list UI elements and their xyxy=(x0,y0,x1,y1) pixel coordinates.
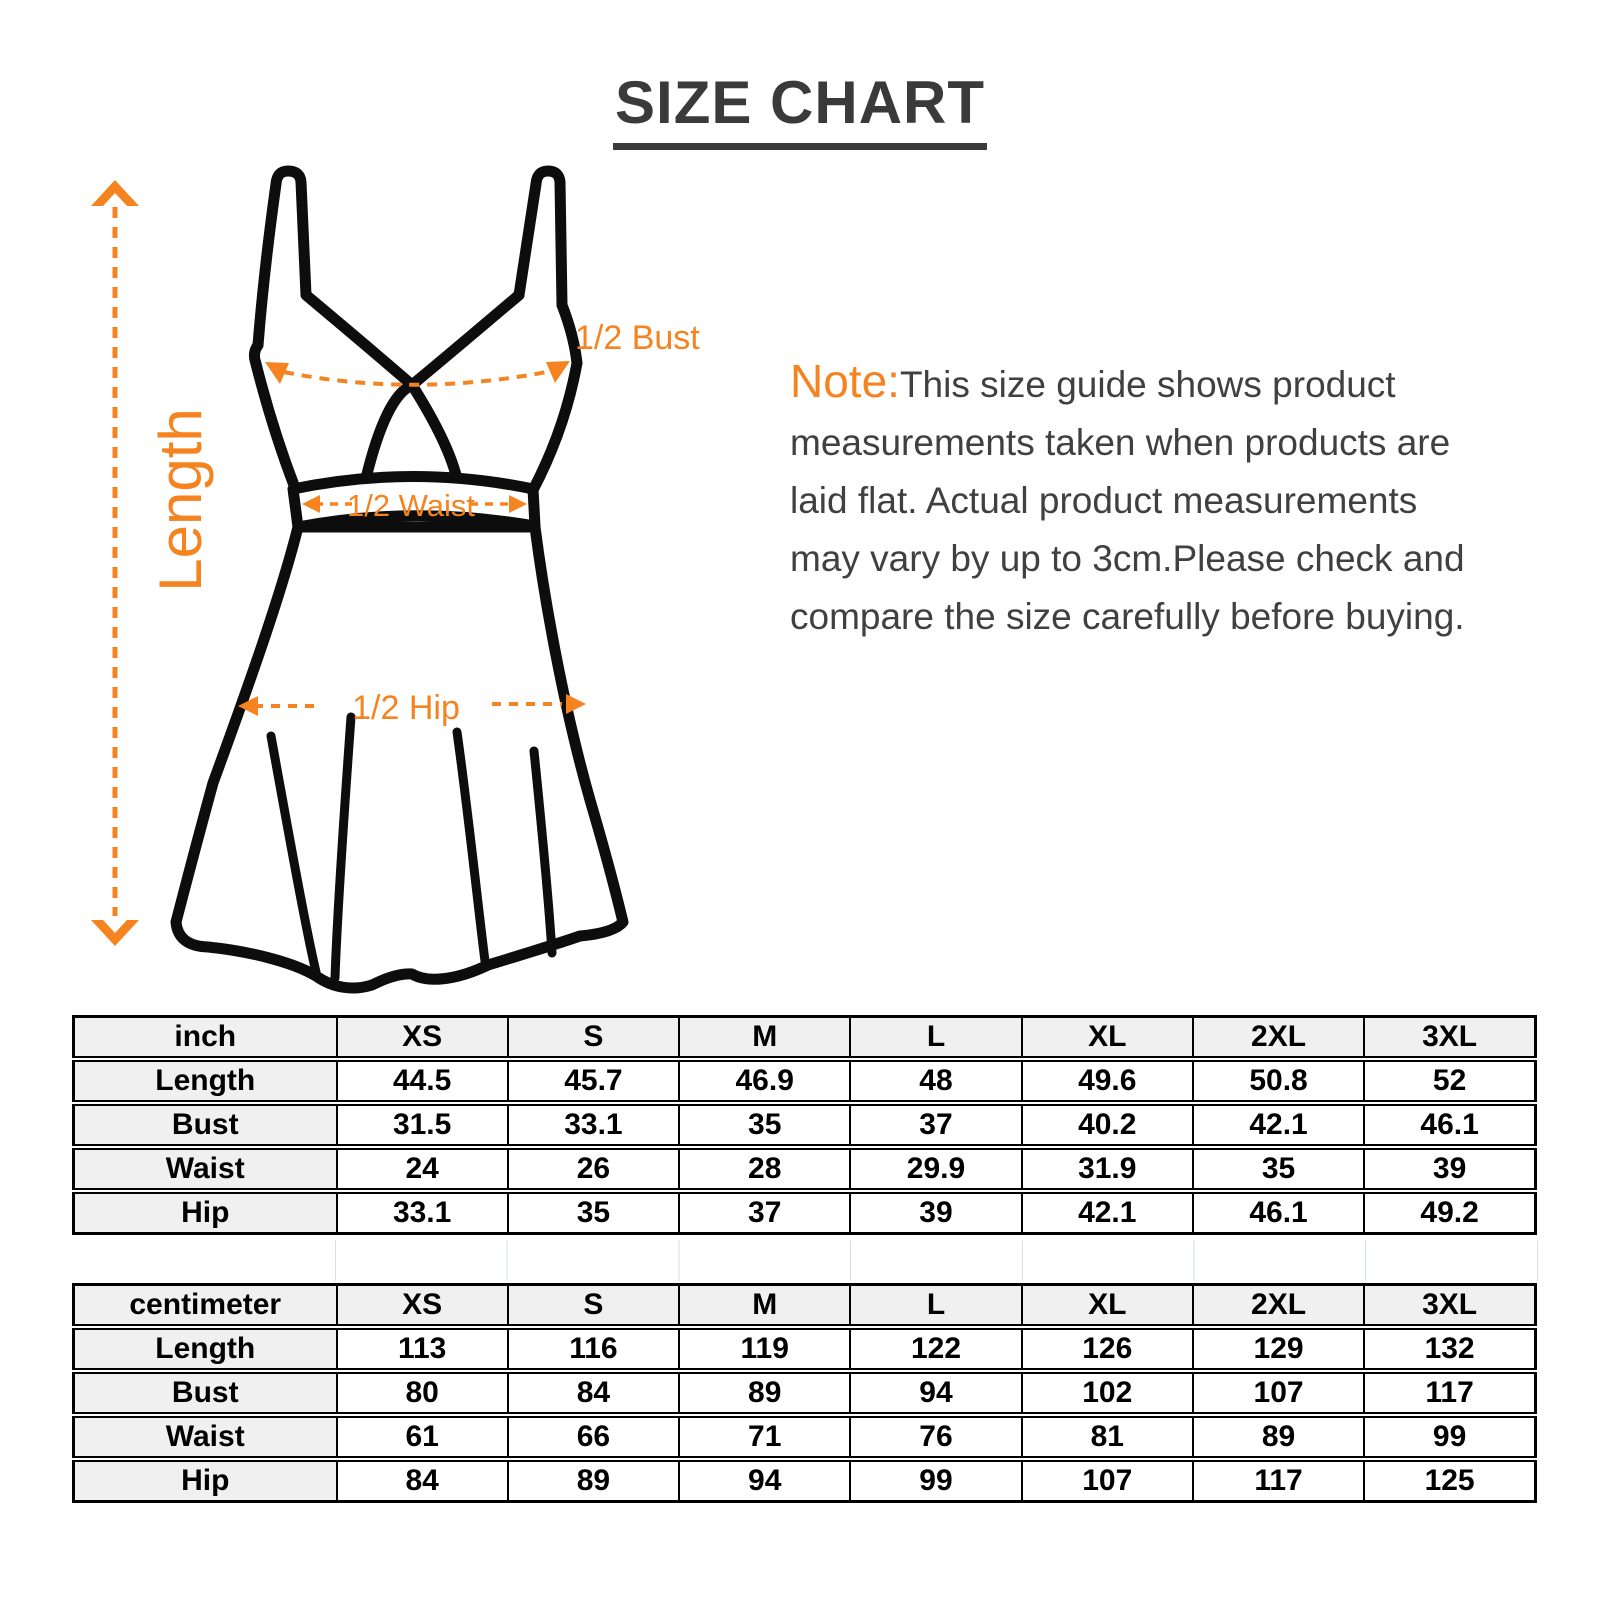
measurement-value-cell: 26 xyxy=(508,1147,679,1191)
measurement-value-cell: 39 xyxy=(850,1191,1021,1234)
measurement-row xyxy=(74,1371,1536,1415)
measurement-row xyxy=(74,1191,1536,1234)
unit-header-cell: centimeter xyxy=(74,1285,337,1328)
measurement-value-cell: 102 xyxy=(1022,1371,1193,1415)
length-arrowhead-bottom xyxy=(91,920,139,946)
size-table-header-row xyxy=(74,1017,1536,1060)
size-header-cell: XS xyxy=(337,1285,508,1328)
measurement-label-cell: Hip xyxy=(74,1459,337,1502)
measurement-label-cell: Bust xyxy=(74,1371,337,1415)
length-arrowhead-top xyxy=(91,180,139,206)
measurement-value-cell: 46.1 xyxy=(1193,1191,1364,1234)
page-title: SIZE CHART xyxy=(613,68,987,150)
measurement-value-cell: 89 xyxy=(679,1371,850,1415)
measurement-value-cell: 99 xyxy=(1364,1415,1535,1459)
measurement-row xyxy=(74,1147,1536,1191)
measurement-value-cell: 35 xyxy=(1193,1147,1364,1191)
measurement-value-cell: 76 xyxy=(850,1415,1021,1459)
measurement-value-cell: 46.1 xyxy=(1364,1103,1535,1147)
measurement-row xyxy=(74,1415,1536,1459)
measurement-value-cell: 44.5 xyxy=(337,1059,508,1103)
size-header-cell: 2XL xyxy=(1193,1017,1364,1060)
measurement-value-cell: 71 xyxy=(679,1415,850,1459)
measurement-label-cell: Hip xyxy=(74,1191,337,1234)
size-header-cell: XL xyxy=(1022,1285,1193,1328)
note-paragraph xyxy=(790,352,1495,646)
measurement-value-cell: 80 xyxy=(337,1371,508,1415)
hip-label: 1/2 Hip xyxy=(352,689,460,727)
note-body: This size guide shows product measurements taken when products are laid flat. Actual product measurements may vary by up to 3cm.Please check and compare the size carefully before buying. xyxy=(790,364,1465,637)
measurement-row xyxy=(74,1327,1536,1371)
measurement-value-cell: 113 xyxy=(337,1327,508,1371)
dress-skirt xyxy=(176,527,623,988)
measurement-value-cell: 132 xyxy=(1364,1327,1535,1371)
measurement-value-cell: 46.9 xyxy=(679,1059,850,1103)
size-header-cell: S xyxy=(508,1285,679,1328)
note-prefix: Note: xyxy=(790,355,900,407)
measurement-value-cell: 29.9 xyxy=(850,1147,1021,1191)
size-header-cell: M xyxy=(679,1285,850,1328)
measurement-value-cell: 126 xyxy=(1022,1327,1193,1371)
measurement-value-cell: 66 xyxy=(508,1415,679,1459)
measurement-label-cell: Bust xyxy=(74,1103,337,1147)
measurement-label-cell: Length xyxy=(74,1327,337,1371)
measurement-value-cell: 129 xyxy=(1193,1327,1364,1371)
waist-label: 1/2 Waist xyxy=(346,488,476,523)
measurement-value-cell: 49.6 xyxy=(1022,1059,1193,1103)
measurement-value-cell: 61 xyxy=(337,1415,508,1459)
size-header-cell: S xyxy=(508,1017,679,1060)
measurement-value-cell: 89 xyxy=(1193,1415,1364,1459)
size-header-cell: XS xyxy=(337,1017,508,1060)
size-header-cell: L xyxy=(850,1285,1021,1328)
measurement-value-cell: 33.1 xyxy=(337,1191,508,1234)
measurement-value-cell: 35 xyxy=(508,1191,679,1234)
dress-diagram xyxy=(60,150,760,1020)
measurement-value-cell: 28 xyxy=(679,1147,850,1191)
measurement-value-cell: 50.8 xyxy=(1193,1059,1364,1103)
measurement-value-cell: 37 xyxy=(850,1103,1021,1147)
measurement-value-cell: 49.2 xyxy=(1364,1191,1535,1234)
unit-header-cell: inch xyxy=(74,1017,337,1060)
size-header-cell: L xyxy=(850,1017,1021,1060)
measurement-value-cell: 119 xyxy=(679,1327,850,1371)
measurement-value-cell: 107 xyxy=(1193,1371,1364,1415)
measurement-value-cell: 40.2 xyxy=(1022,1103,1193,1147)
size-table-centimeter xyxy=(72,1283,1537,1503)
measurement-value-cell: 42.1 xyxy=(1193,1103,1364,1147)
measurement-value-cell: 42.1 xyxy=(1022,1191,1193,1234)
measurement-value-cell: 117 xyxy=(1193,1459,1364,1502)
measurement-value-cell: 33.1 xyxy=(508,1103,679,1147)
size-header-cell: 3XL xyxy=(1364,1285,1535,1328)
measurement-label-cell: Waist xyxy=(74,1415,337,1459)
measurement-value-cell: 89 xyxy=(508,1459,679,1502)
measurement-value-cell: 81 xyxy=(1022,1415,1193,1459)
measurement-row xyxy=(74,1059,1536,1103)
size-table-header-row xyxy=(74,1285,1536,1328)
size-header-cell: 3XL xyxy=(1364,1017,1535,1060)
measurement-label-cell: Length xyxy=(74,1059,337,1103)
length-label: Length xyxy=(147,408,214,592)
measurement-value-cell: 84 xyxy=(508,1371,679,1415)
measurement-row xyxy=(74,1103,1536,1147)
table-gap-column-guides xyxy=(335,1240,1538,1281)
measurement-value-cell: 125 xyxy=(1364,1459,1535,1502)
measurement-value-cell: 94 xyxy=(850,1371,1021,1415)
measurement-value-cell: 48 xyxy=(850,1059,1021,1103)
measurement-value-cell: 122 xyxy=(850,1327,1021,1371)
measurement-value-cell: 45.7 xyxy=(508,1059,679,1103)
hip-arrowhead-right xyxy=(566,694,586,714)
measurement-value-cell: 37 xyxy=(679,1191,850,1234)
measurement-value-cell: 107 xyxy=(1022,1459,1193,1502)
size-table-inch xyxy=(72,1015,1537,1235)
measurement-value-cell: 84 xyxy=(337,1459,508,1502)
measurement-label-cell: Waist xyxy=(74,1147,337,1191)
measurement-value-cell: 31.5 xyxy=(337,1103,508,1147)
measurement-value-cell: 52 xyxy=(1364,1059,1535,1103)
measurement-value-cell: 116 xyxy=(508,1327,679,1371)
size-header-cell: 2XL xyxy=(1193,1285,1364,1328)
measurement-value-cell: 99 xyxy=(850,1459,1021,1502)
size-header-cell: XL xyxy=(1022,1017,1193,1060)
dress-drawing xyxy=(176,171,623,988)
strap-right xyxy=(519,171,562,305)
measurement-value-cell: 117 xyxy=(1364,1371,1535,1415)
bust-label: 1/2 Bust xyxy=(575,319,700,357)
measurement-value-cell: 35 xyxy=(679,1103,850,1147)
measurement-row xyxy=(74,1459,1536,1502)
measurement-value-cell: 39 xyxy=(1364,1147,1535,1191)
measurement-value-cell: 31.9 xyxy=(1022,1147,1193,1191)
measurement-value-cell: 94 xyxy=(679,1459,850,1502)
measurement-value-cell: 24 xyxy=(337,1147,508,1191)
size-header-cell: M xyxy=(679,1017,850,1060)
